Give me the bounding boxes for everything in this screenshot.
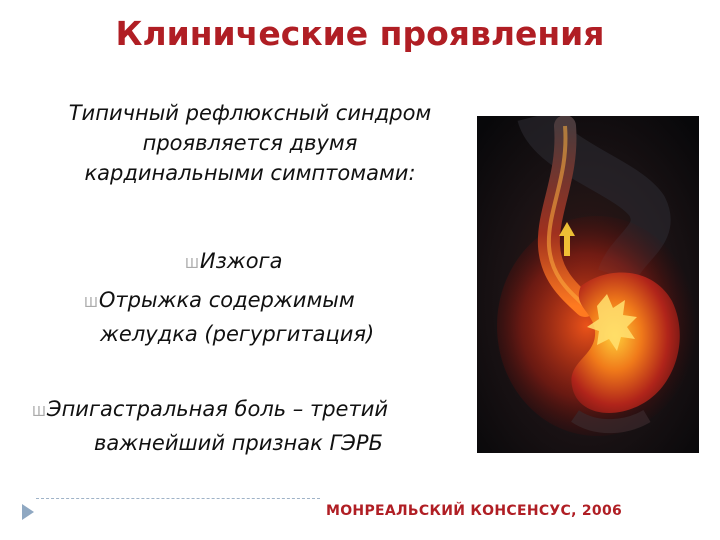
bullet-text: Отрыжка содержимым (98, 288, 355, 312)
intro-line-2: проявляется двумя (142, 131, 358, 155)
stomach-reflux-illustration (477, 116, 699, 453)
slide-title: Клинические проявления (115, 14, 605, 53)
bullet-text: Эпигастральная боль – третий (46, 397, 388, 421)
bullet-text: Изжога (199, 249, 283, 273)
bullet-text-continued: желудка (регургитация) (100, 322, 375, 346)
intro-line-1: Типичный рефлюксный синдром (68, 101, 432, 125)
bullet-marker: Ш (84, 296, 98, 311)
intro-line-3: кардинальными симптомами: (84, 161, 416, 185)
bullet-marker: Ш (32, 405, 46, 420)
bullet-regurgitation (84, 285, 374, 349)
intro-text (30, 98, 470, 188)
arrow-icon (22, 504, 34, 520)
bullet-marker: Ш (185, 257, 199, 272)
footer-citation: МОНРЕАЛЬСКИЙ КОНСЕНСУС, 2006 (326, 503, 623, 519)
bullet-text-continued: важнейший признак ГЭРБ (94, 431, 383, 455)
bullet-epigastric-pain (32, 394, 388, 458)
bullet-heartburn (185, 246, 282, 280)
divider-line (36, 498, 320, 499)
